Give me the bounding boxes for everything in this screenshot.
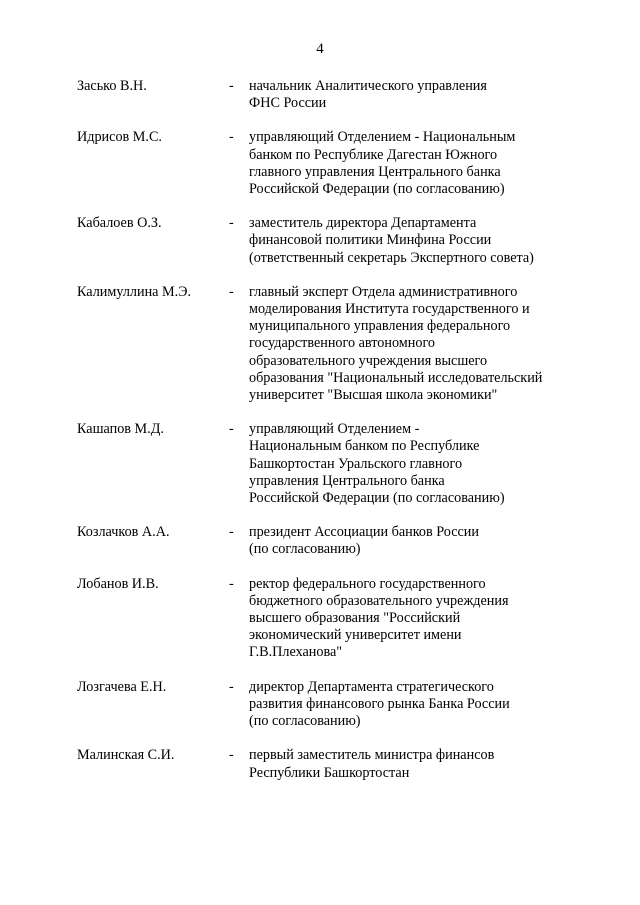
- position-line: главного управления Центрального банка: [249, 163, 501, 180]
- position-line: финансовой политики Минфина России: [249, 232, 492, 249]
- position-line: бюджетного образовательного учреждения: [249, 592, 509, 609]
- position-line: экономический университет имени: [249, 627, 462, 644]
- position-line: развития финансового рынка Банка России: [249, 695, 510, 712]
- separator-dash: -: [229, 421, 234, 438]
- separator-dash: -: [229, 524, 234, 541]
- position-line: начальник Аналитического управления: [249, 78, 487, 94]
- separator-dash: -: [229, 747, 234, 764]
- member-entry: [0, 421, 640, 507]
- member-name: Засько В.Н.: [77, 78, 147, 94]
- position-line: Российской Федерации (по согласованию): [249, 490, 505, 507]
- member-entry: [0, 524, 640, 558]
- member-name: Лобанов И.В.: [77, 575, 159, 592]
- position-line: ФНС России: [249, 95, 327, 112]
- separator-dash: -: [229, 575, 234, 592]
- position-line: (ответственный секретарь Экспертного совета): [249, 249, 534, 266]
- member-entry: [0, 129, 640, 198]
- position-line: Национальным банком по Республике: [249, 438, 480, 455]
- position-line: моделирования Института государственного и: [249, 301, 530, 318]
- position-line: ректор федерального государственного: [249, 575, 486, 592]
- position-line: Республики Башкортостан: [249, 764, 410, 781]
- member-position: [249, 524, 589, 558]
- position-line: образования "Национальный исследовательский: [249, 369, 543, 386]
- member-entry: [0, 679, 640, 731]
- member-position: [249, 78, 589, 112]
- member-entry: [0, 78, 640, 112]
- position-line: банком по Республике Дагестан Южного: [249, 146, 498, 163]
- position-line: университет "Высшая школа экономики": [249, 387, 498, 404]
- position-line: Башкортостан Уральского главного: [249, 455, 463, 472]
- member-name: Малинская С.И.: [77, 747, 175, 764]
- member-entry: [0, 747, 640, 781]
- position-line: директор Департамента стратегического: [249, 678, 494, 695]
- position-line: управляющий Отделением - Национальным: [249, 129, 516, 146]
- position-line: образовательного учреждения высшего: [249, 352, 488, 369]
- page-number: 4: [316, 41, 324, 57]
- member-position: [249, 576, 589, 662]
- member-entry: [0, 576, 640, 662]
- member-position: [249, 284, 589, 404]
- member-name: Кашапов М.Д.: [77, 421, 164, 438]
- member-position: [249, 129, 589, 198]
- member-position: [249, 421, 589, 507]
- member-name: Калимуллина М.Э.: [77, 283, 192, 300]
- member-entry: [0, 215, 640, 267]
- position-line: Г.В.Плеханова": [249, 644, 343, 661]
- position-line: главный эксперт Отдела административного: [249, 283, 518, 300]
- position-line: управляющий Отделением -: [249, 421, 420, 438]
- position-line: муниципального управления федерального: [249, 318, 511, 335]
- member-name: Идрисов М.С.: [77, 129, 162, 146]
- position-line: государственного автономного: [249, 335, 436, 352]
- member-name: Козлачков А.А.: [77, 524, 170, 541]
- position-line: первый заместитель министра финансов: [249, 747, 495, 764]
- member-name: Кабалоев О.З.: [77, 215, 162, 232]
- separator-dash: -: [229, 78, 234, 94]
- position-line: Российской Федерации (по согласованию): [249, 181, 505, 198]
- position-line: заместитель директора Департамента: [249, 215, 477, 232]
- separator-dash: -: [229, 215, 234, 232]
- member-list: [0, 78, 640, 799]
- member-name: Лозгачева Е.Н.: [77, 678, 167, 695]
- separator-dash: -: [229, 283, 234, 300]
- position-line: президент Ассоциации банков России: [249, 524, 479, 541]
- member-position: [249, 679, 589, 731]
- position-line: высшего образования "Российский: [249, 610, 461, 627]
- position-line: (по согласованию): [249, 713, 361, 730]
- position-line: управления Центрального банка: [249, 472, 445, 489]
- separator-dash: -: [229, 678, 234, 695]
- position-line: (по согласованию): [249, 541, 361, 558]
- separator-dash: -: [229, 129, 234, 146]
- member-entry: [0, 284, 640, 404]
- member-position: [249, 215, 589, 267]
- member-position: [249, 747, 589, 781]
